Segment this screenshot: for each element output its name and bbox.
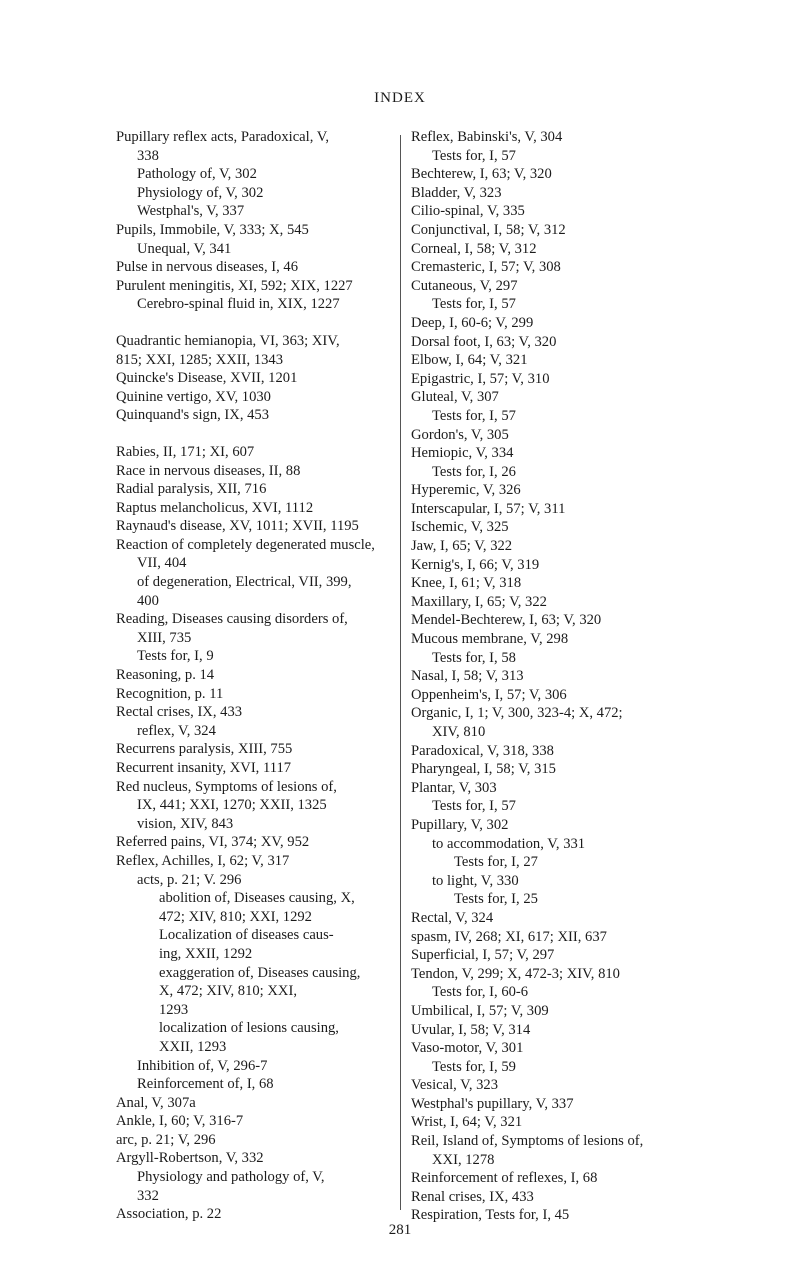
index-subentry: Tests for, I, 58 [432, 649, 516, 666]
index-entry: Dorsal foot, I, 63; V, 320 [411, 333, 557, 350]
section-gap [116, 425, 394, 443]
index-entry: Mucous membrane, V, 298 [411, 631, 569, 648]
index-entry: arc, p. 21; V, 296 [116, 1131, 216, 1148]
index-entry: Raptus melancholicus, XVI, 1112 [116, 499, 314, 516]
index-entry: spasm, IV, 268; XI, 617; XII, 637 [411, 928, 607, 945]
index-subentry: Tests for, I, 59 [432, 1058, 516, 1075]
index-entry: Pupillary reflex acts, Paradoxical, V, [116, 129, 330, 145]
index-subentry: Reinforcement of, I, 68 [137, 1076, 274, 1093]
index-entry: Rectal crises, IX, 433 [116, 704, 243, 721]
index-entry: Purulent meningitis, XI, 592; XIX, 1227 [116, 277, 353, 294]
index-subentry: of degeneration, Electrical, VII, 399, [137, 574, 352, 591]
index-subentry: XXII, 1293 [159, 1038, 227, 1055]
index-entry: Pupillary, V, 302 [411, 816, 509, 833]
index-subentry: XXI, 1278 [432, 1151, 495, 1168]
index-entry: Corneal, I, 58; V, 312 [411, 240, 537, 257]
index-entry: Vaso-motor, V, 301 [411, 1040, 524, 1057]
index-entry: Reaction of completely degenerated muscle, [116, 536, 375, 553]
index-subentry: Tests for, I, 9 [137, 648, 214, 665]
index-entry: Reflex, Babinski's, V, 304 [411, 129, 563, 145]
index-column-left [116, 128, 394, 1224]
index-entry: Interscapular, I, 57; V, 311 [411, 500, 566, 517]
index-entry: Reasoning, p. 14 [116, 667, 215, 684]
index-entry: Association, p. 22 [116, 1206, 222, 1223]
index-entry: Pupils, Immobile, V, 333; X, 545 [116, 221, 309, 238]
index-entry: Hemiopic, V, 334 [411, 445, 514, 462]
index-entry: Gluteal, V, 307 [411, 389, 499, 406]
index-entry: Reading, Diseases causing disorders of, [116, 611, 348, 628]
index-entry: Anal, V, 307a [116, 1094, 196, 1111]
index-entry: Ankle, I, 60; V, 316-7 [116, 1113, 244, 1130]
index-entry: Quincke's Disease, XVII, 1201 [116, 370, 298, 387]
index-entry: Hyperemic, V, 326 [411, 482, 521, 499]
index-entry: Reil, Island of, Symptoms of lesions of, [411, 1133, 644, 1150]
index-entry: Reflex, Achilles, I, 62; V, 317 [116, 852, 290, 869]
index-entry: Mendel-Bechterew, I, 63; V, 320 [411, 612, 602, 629]
index-subentry: abolition of, Diseases causing, X, [159, 890, 355, 907]
index-subentry: localization of lesions causing, [159, 1020, 339, 1037]
index-subentry: to light, V, 330 [432, 872, 519, 889]
index-subentry: Westphal's, V, 337 [137, 203, 245, 220]
index-entry: Bechterew, I, 63; V, 320 [411, 166, 552, 183]
index-subentry: 338 [137, 147, 159, 164]
index-entry: Umbilical, I, 57; V, 309 [411, 1002, 549, 1019]
index-entry: Recognition, p. 11 [116, 685, 224, 702]
index-entry: Pharyngeal, I, 58; V, 315 [411, 761, 556, 778]
index-entry: Paradoxical, V, 318, 338 [411, 742, 554, 759]
index-subentry: 1293 [159, 1001, 189, 1018]
index-subentry: ing, XXII, 1292 [159, 945, 253, 962]
index-subentry: Cerebro-spinal fluid in, XIX, 1227 [137, 296, 340, 313]
index-subentry: Tests for, I, 57 [432, 296, 516, 313]
column-divider [400, 135, 401, 1210]
index-entry: Renal crises, IX, 433 [411, 1188, 534, 1205]
index-subentry: XIV, 810 [432, 724, 486, 740]
index-entry: Conjunctival, I, 58; V, 312 [411, 221, 566, 238]
section-gap [116, 314, 394, 332]
index-entry: Cilio-spinal, V, 335 [411, 203, 525, 220]
index-entry: Rabies, II, 171; XI, 607 [116, 443, 255, 460]
index-entry: Radial paralysis, XII, 716 [116, 481, 267, 498]
index-subentry: Physiology and pathology of, V, [137, 1169, 325, 1186]
index-entry: Nasal, I, 58; V, 313 [411, 668, 524, 685]
index-entry: Cutaneous, V, 297 [411, 277, 518, 294]
index-entry: Referred pains, VI, 374; XV, 952 [116, 834, 310, 851]
index-entry: Epigastric, I, 57; V, 310 [411, 370, 550, 387]
index-entry: Gordon's, V, 305 [411, 426, 509, 443]
index-entry: Bladder, V, 323 [411, 184, 502, 201]
index-subentry: Tests for, I, 57 [432, 407, 516, 424]
index-entry: 815; XXI, 1285; XXII, 1343 [116, 351, 284, 368]
index-entry: Recurrens paralysis, XIII, 755 [116, 741, 293, 758]
index-entry: Vesical, V, 323 [411, 1077, 499, 1094]
index-entry: Argyll-Robertson, V, 332 [116, 1150, 264, 1167]
index-entry: Respiration, Tests for, I, 45 [411, 1207, 570, 1224]
index-subentry: reflex, V, 324 [137, 722, 216, 739]
index-entry: Superficial, I, 57; V, 297 [411, 947, 555, 964]
index-column-right [411, 128, 696, 1225]
index-entry: Elbow, I, 64; V, 321 [411, 352, 528, 369]
index-subentry: XIII, 735 [137, 629, 192, 646]
index-entry: Knee, I, 61; V, 318 [411, 575, 522, 592]
index-entry: Rectal, V, 324 [411, 909, 494, 926]
index-entry: Quadrantic hemianopia, VI, 363; XIV, [116, 332, 340, 349]
index-entry: Maxillary, I, 65; V, 322 [411, 593, 547, 610]
index-subentry: 332 [137, 1187, 159, 1204]
index-subentry: Tests for, I, 57 [432, 147, 516, 164]
index-entry: Organic, I, 1; V, 300, 323-4; X, 472; [411, 705, 623, 722]
index-entry: Jaw, I, 65; V, 322 [411, 538, 513, 555]
page-header: INDEX [374, 90, 426, 106]
index-subentry: VII, 404 [137, 555, 187, 572]
index-subentry: 400 [137, 592, 159, 609]
index-entry: Recurrent insanity, XVI, 1117 [116, 760, 292, 776]
index-entry: Quinquand's sign, IX, 453 [116, 407, 270, 424]
index-subentry: Tests for, I, 27 [454, 854, 538, 871]
index-entry: Tendon, V, 299; X, 472-3; XIV, 810 [411, 965, 620, 982]
index-subentry: Tests for, I, 25 [454, 891, 538, 908]
index-subentry: IX, 441; XXI, 1270; XXII, 1325 [137, 797, 327, 814]
index-entry: Westphal's pupillary, V, 337 [411, 1095, 574, 1112]
index-entry: Uvular, I, 58; V, 314 [411, 1021, 531, 1038]
index-subentry: acts, p. 21; V. 296 [137, 871, 242, 888]
index-subentry: Localization of diseases caus- [159, 927, 334, 944]
index-subentry: 472; XIV, 810; XXI, 1292 [159, 908, 312, 925]
index-subentry: to accommodation, V, 331 [432, 835, 586, 852]
index-subentry: vision, XIV, 843 [137, 815, 234, 832]
index-subentry: Tests for, I, 60-6 [432, 984, 529, 1001]
page-number: 281 [388, 1222, 412, 1238]
index-entry: Kernig's, I, 66; V, 319 [411, 556, 540, 573]
index-entry: Quinine vertigo, XV, 1030 [116, 388, 271, 405]
index-subentry: Tests for, I, 57 [432, 798, 516, 815]
index-entry: Reinforcement of reflexes, I, 68 [411, 1170, 598, 1187]
index-entry: Raynaud's disease, XV, 1011; XVII, 1195 [116, 518, 359, 535]
index-entry: Deep, I, 60-6; V, 299 [411, 314, 534, 331]
index-entry: Oppenheim's, I, 57; V, 306 [411, 686, 567, 703]
index-entry: Wrist, I, 64; V, 321 [411, 1114, 523, 1131]
index-entry: Plantar, V, 303 [411, 779, 497, 796]
index-entry: Cremasteric, I, 57; V, 308 [411, 259, 561, 276]
index-subentry: Inhibition of, V, 296-7 [137, 1057, 268, 1074]
index-entry: Red nucleus, Symptoms of lesions of, [116, 778, 337, 795]
index-entry: Pulse in nervous diseases, I, 46 [116, 259, 298, 276]
index-entry: Race in nervous diseases, II, 88 [116, 462, 301, 479]
index-subentry: Pathology of, V, 302 [137, 166, 257, 183]
index-subentry: Physiology of, V, 302 [137, 184, 264, 201]
index-subentry: exaggeration of, Diseases causing, [159, 964, 361, 981]
index-subentry: Unequal, V, 341 [137, 240, 232, 257]
index-entry: Ischemic, V, 325 [411, 519, 509, 536]
index-subentry: X, 472; XIV, 810; XXI, [159, 983, 297, 1000]
index-subentry: Tests for, I, 26 [432, 463, 516, 480]
